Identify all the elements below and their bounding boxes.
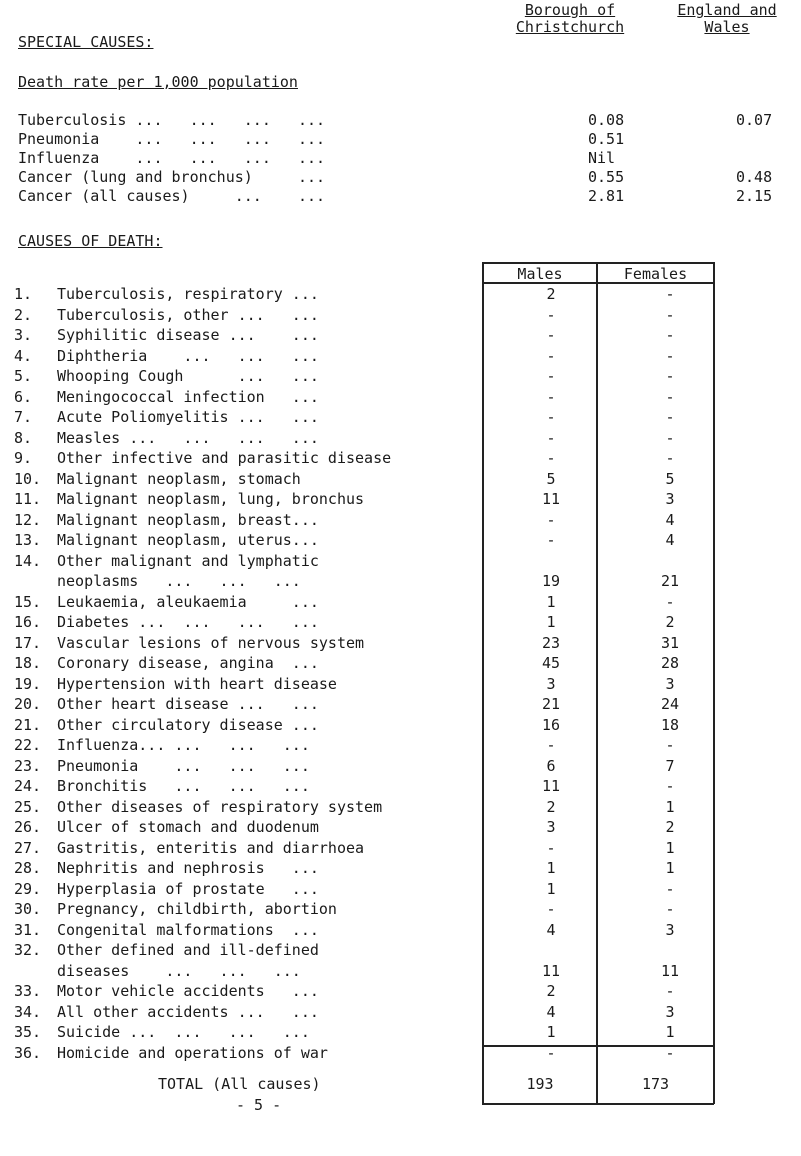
table-bottom-rule [482, 1103, 714, 1105]
death-rate-row [18, 111, 778, 132]
cause-females: - [665, 367, 675, 385]
cause-number: 8. [14, 428, 33, 447]
cause-males: - [546, 428, 556, 447]
cause-females: 3 [665, 1002, 675, 1021]
cause-males: - [546, 367, 556, 385]
cause-label: All other accidents ... ... [57, 1002, 319, 1021]
cause-males: 19 [541, 572, 561, 590]
cause-females: - [665, 879, 675, 898]
death-rate-borough: 0.51 [588, 130, 625, 148]
cause-males: 3 [546, 674, 556, 693]
cause-females: 2 [665, 818, 675, 836]
cause-label: Malignant neoplasm, uterus... [57, 531, 319, 549]
table-row [14, 552, 784, 573]
cause-label: Other defined and ill-defined [57, 941, 319, 959]
table-row [14, 818, 784, 839]
cause-number: 34. [14, 1002, 42, 1021]
table-row [14, 654, 784, 675]
cause-label: Malignant neoplasm, lung, bronchus [57, 490, 365, 508]
cause-males: - [546, 838, 556, 857]
cause-females: 11 [660, 961, 680, 980]
cause-males: - [546, 1043, 556, 1062]
cause-females: - [665, 449, 675, 467]
cause-label: Influenza... ... ... ... [57, 736, 310, 754]
death-rate-national: 0.48 [736, 168, 773, 186]
cause-number: 29. [14, 879, 42, 898]
cause-males: 4 [546, 920, 556, 939]
cause-males: - [546, 326, 556, 344]
cause-number: 35. [14, 1023, 42, 1041]
death-rate-label: Pneumonia ... ... ... ... [18, 130, 326, 148]
table-row [14, 511, 784, 532]
cause-females: 28 [660, 654, 680, 672]
cause-males: 6 [546, 756, 556, 775]
cause-females: 1 [665, 859, 675, 877]
cause-females: 7 [665, 756, 675, 775]
table-row [14, 429, 784, 450]
cause-females: 1 [665, 1023, 675, 1041]
table-row [14, 1023, 784, 1044]
cause-label: Other circulatory disease ... [57, 715, 319, 734]
cause-number: 32. [14, 941, 42, 959]
cause-females: 4 [665, 531, 675, 549]
table-row [14, 900, 784, 921]
cause-number: 6. [14, 387, 33, 406]
cause-label: Vascular lesions of nervous system [57, 633, 365, 652]
cause-label: Other diseases of respiratory system [57, 797, 383, 816]
causes-title: CAUSES OF DEATH: [18, 232, 163, 250]
cause-females: - [665, 592, 675, 611]
cause-label: Tuberculosis, respiratory ... [57, 285, 319, 303]
cause-number: 33. [14, 982, 42, 1000]
table-row [14, 470, 784, 491]
cause-females: 24 [660, 695, 680, 713]
cause-females: 3 [665, 920, 675, 939]
cause-males: 21 [541, 695, 561, 713]
table-row [14, 716, 784, 737]
cause-number: 25. [14, 797, 42, 816]
table-row [14, 736, 784, 757]
cause-males: - [546, 900, 556, 918]
cause-number: 14. [14, 551, 42, 570]
death-rate-title: Death rate per 1,000 population [18, 73, 298, 91]
cause-number: 1. [14, 285, 33, 303]
death-rate-national: 0.07 [736, 111, 773, 129]
cause-label: Gastritis, enteritis and diarrhoea [57, 838, 365, 857]
cause-label: Syphilitic disease ... ... [57, 326, 319, 344]
death-rate-borough: 0.55 [588, 168, 625, 186]
cause-number: 31. [14, 920, 42, 939]
cause-label: Hyperplasia of prostate ... [57, 879, 319, 898]
table-row [14, 531, 784, 552]
cause-females: - [665, 408, 675, 426]
cause-males: 1 [546, 592, 556, 611]
cause-males: 5 [546, 469, 556, 488]
cause-number: 10. [14, 469, 42, 488]
cause-males: 1 [546, 613, 556, 631]
total-label: TOTAL (All causes) [158, 1075, 321, 1093]
cause-number: 23. [14, 756, 42, 775]
death-rate-label: Cancer (lung and bronchus) ... [18, 168, 326, 186]
cause-number: 3. [14, 326, 33, 344]
cause-number: 7. [14, 408, 33, 426]
cause-label: Homicide and operations of war [57, 1043, 328, 1062]
cause-number: 13. [14, 531, 42, 549]
cause-females: 3 [665, 490, 675, 508]
cause-label: Nephritis and nephrosis ... [57, 859, 319, 877]
cause-label: Tuberculosis, other ... ... [57, 305, 319, 324]
cause-number: 5. [14, 367, 33, 385]
cause-males: 45 [541, 654, 561, 672]
table-row [14, 859, 784, 880]
death-rate-row [18, 187, 778, 208]
cause-males: 11 [541, 777, 561, 795]
cause-females: - [665, 428, 675, 447]
cause-label: Motor vehicle accidents ... [57, 982, 319, 1000]
cause-label: Suicide ... ... ... ... [57, 1023, 310, 1041]
table-row [14, 449, 784, 470]
cause-females: - [665, 285, 675, 303]
cause-females: 18 [660, 715, 680, 734]
cause-females: 3 [665, 674, 675, 693]
table-row [14, 675, 784, 696]
column-header-national [662, 2, 792, 36]
cause-males: 4 [546, 1002, 556, 1021]
death-rate-borough: Nil [588, 149, 616, 167]
cause-females: 2 [665, 613, 675, 631]
total-females: 173 [641, 1075, 670, 1093]
cause-females: - [665, 736, 675, 754]
cause-label: Leukaemia, aleukaemia ... [57, 592, 319, 611]
table-row [14, 388, 784, 409]
table-row [14, 285, 784, 306]
death-rate-label: Influenza ... ... ... ... [18, 149, 326, 167]
death-rate-borough: 0.08 [588, 111, 625, 129]
table-row [14, 941, 784, 962]
cause-number: 11. [14, 490, 42, 508]
cause-number: 26. [14, 818, 42, 836]
cause-label: diseases ... ... ... [57, 961, 301, 980]
table-row [14, 326, 784, 347]
cause-females: 5 [665, 469, 675, 488]
cause-number: 4. [14, 346, 33, 365]
column-header-borough-line2: Christchurch [515, 18, 625, 36]
cause-label: Acute Poliomyelitis ... ... [57, 408, 319, 426]
cause-label: Meningococcal infection ... [57, 387, 319, 406]
cause-number: 12. [14, 510, 42, 529]
column-header-borough [490, 2, 650, 36]
table-row [14, 962, 784, 983]
cause-females: 1 [665, 838, 675, 857]
cause-label: neoplasms ... ... ... [57, 572, 301, 590]
cause-label: Hypertension with heart disease [57, 674, 337, 693]
cause-males: 2 [546, 982, 556, 1000]
column-header-males: Males [517, 265, 563, 283]
cause-females: - [665, 900, 675, 918]
cause-males: - [546, 510, 556, 529]
cause-number: 17. [14, 633, 42, 652]
cause-number: 24. [14, 777, 42, 795]
cause-number: 30. [14, 900, 42, 918]
cause-males: - [546, 531, 556, 549]
cause-females: 1 [665, 797, 675, 816]
cause-males: - [546, 387, 556, 406]
table-row [14, 593, 784, 614]
table-row [14, 490, 784, 511]
cause-males: 2 [546, 797, 556, 816]
cause-label: Other infective and parasitic disease [57, 449, 392, 467]
column-header-national-line1: England and [677, 1, 777, 19]
table-row [14, 757, 784, 778]
cause-number: 28. [14, 859, 42, 877]
column-header-national-line2: Wales [704, 18, 750, 36]
cause-females: - [665, 387, 675, 406]
cause-label: Diabetes ... ... ... ... [57, 613, 319, 631]
section-title-special-causes: SPECIAL CAUSES: [18, 33, 154, 51]
cause-label: Measles ... ... ... ... [57, 428, 319, 447]
death-rate-borough: 2.81 [588, 187, 625, 205]
cause-males: - [546, 305, 556, 324]
table-row [14, 347, 784, 368]
cause-females: 21 [660, 572, 680, 590]
cause-males: 23 [541, 633, 561, 652]
cause-number: 9. [14, 449, 33, 467]
cause-males: 1 [546, 1023, 556, 1041]
cause-number: 21. [14, 715, 42, 734]
cause-label: Malignant neoplasm, breast... [57, 510, 319, 529]
cause-females: 31 [660, 633, 680, 652]
table-row [14, 982, 784, 1003]
table-row [14, 306, 784, 327]
cause-females: - [665, 346, 675, 365]
cause-males: 1 [546, 859, 556, 877]
table-row [14, 367, 784, 388]
total-males: 193 [526, 1075, 554, 1093]
cause-females: 4 [665, 510, 675, 529]
table-row [14, 839, 784, 860]
cause-males: 3 [546, 818, 556, 836]
cause-males: - [546, 736, 556, 754]
cause-number: 18. [14, 654, 42, 672]
cause-label: Diphtheria ... ... ... [57, 346, 319, 365]
cause-label: Pneumonia ... ... ... [57, 756, 310, 775]
death-rate-label: Tuberculosis ... ... ... ... [18, 111, 326, 129]
page-number: - 5 - [236, 1096, 282, 1114]
cause-males: 1 [546, 879, 556, 898]
cause-females: - [665, 982, 675, 1000]
table-row [14, 880, 784, 901]
column-header-borough-line1: Borough of [524, 1, 616, 19]
death-rate-row [18, 149, 778, 170]
table-row [14, 634, 784, 655]
cause-females: - [665, 1043, 675, 1062]
cause-males: 11 [541, 490, 561, 508]
cause-number: 22. [14, 736, 42, 754]
cause-males: 2 [546, 285, 556, 303]
death-rate-row [18, 130, 778, 151]
cause-label: Other heart disease ... ... [57, 695, 319, 713]
table-top-rule [482, 262, 714, 264]
cause-label: Pregnancy, childbirth, abortion [57, 900, 337, 918]
table-row [14, 613, 784, 634]
cause-label: Congenital malformations ... [57, 920, 319, 939]
column-header-females: Females [623, 265, 688, 283]
table-row [14, 777, 784, 798]
cause-number: 36. [14, 1043, 42, 1062]
table-row [14, 798, 784, 819]
table-row [14, 1003, 784, 1024]
cause-number: 27. [14, 838, 42, 857]
cause-males: - [546, 346, 556, 365]
table-row [14, 408, 784, 429]
cause-label: Other malignant and lymphatic [57, 551, 319, 570]
cause-females: - [665, 305, 675, 324]
cause-males: - [546, 449, 556, 467]
cause-label: Whooping Cough ... ... [57, 367, 319, 385]
death-rate-national: 2.15 [736, 187, 773, 205]
table-row [14, 1044, 784, 1065]
cause-label: Malignant neoplasm, stomach [57, 469, 301, 488]
cause-number: 20. [14, 695, 42, 713]
cause-label: Bronchitis ... ... ... [57, 777, 310, 795]
cause-label: Coronary disease, angina ... [57, 654, 319, 672]
death-rate-label: Cancer (all causes) ... ... [18, 187, 326, 205]
cause-males: - [546, 408, 556, 426]
table-row [14, 572, 784, 593]
table-row [14, 695, 784, 716]
cause-number: 19. [14, 674, 42, 693]
cause-females: - [665, 777, 675, 795]
table-row [14, 921, 784, 942]
cause-number: 15. [14, 592, 42, 611]
cause-number: 16. [14, 613, 42, 631]
death-rate-row [18, 168, 778, 189]
cause-number: 2. [14, 305, 33, 324]
cause-females: - [665, 326, 675, 344]
cause-label: Ulcer of stomach and duodenum [57, 818, 319, 836]
cause-males: 11 [541, 961, 561, 980]
cause-males: 16 [541, 715, 561, 734]
